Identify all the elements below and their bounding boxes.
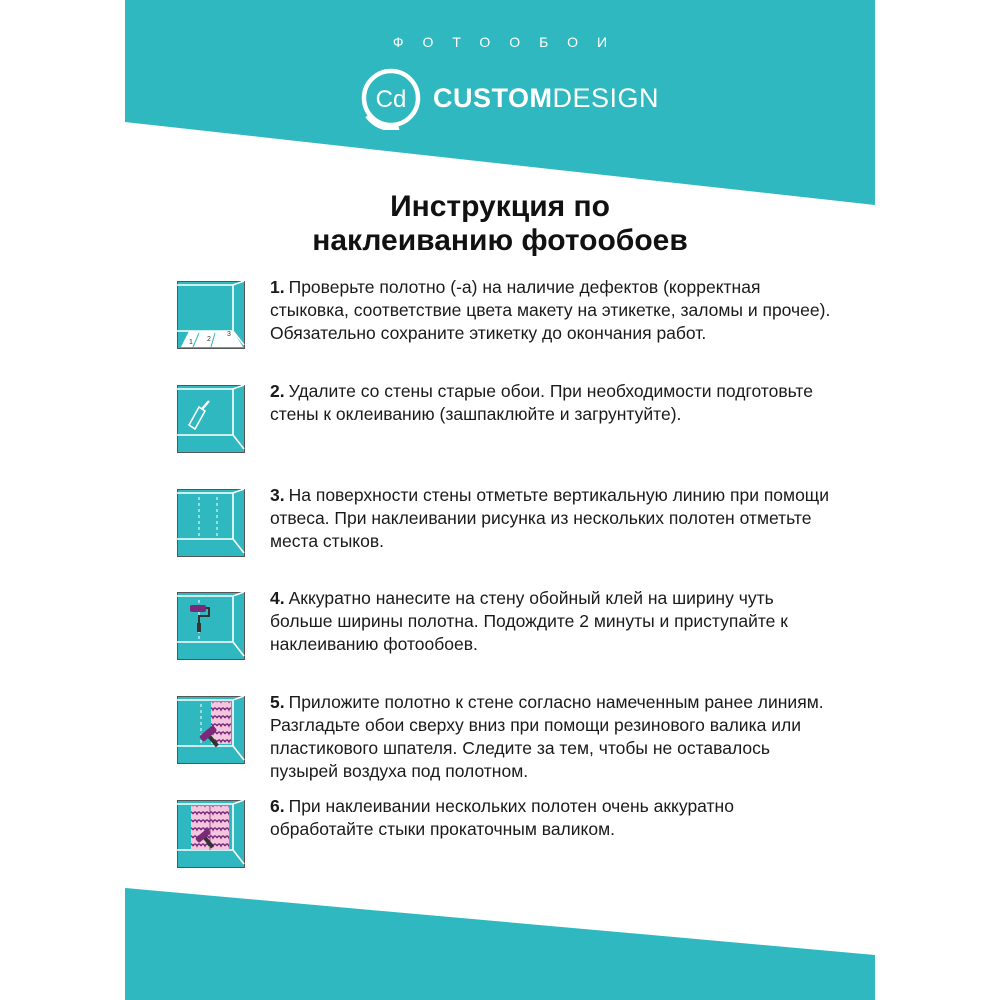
step-6-text [270, 795, 840, 841]
step-3-text [270, 484, 840, 553]
step-2-number: 2. [270, 381, 285, 401]
header [125, 0, 875, 130]
step-4-number: 4. [270, 588, 285, 608]
brand-word-custom: CUSTOM [433, 82, 553, 113]
strip-number-2: 2 [207, 336, 211, 343]
room-numbered-strips-icon [177, 281, 245, 349]
step-3-body: На поверхности стены отметьте вертикальную линию при помощи отвеса. При наклеивании рисунка из нескольких полотен отметьте места стыков. [270, 485, 829, 551]
step-4-body: Аккуратно нанесите на стену обойный клей на ширину чуть больше ширины полотна. Подождите 2 минуты и приступайте к наклеиванию фотообоев. [270, 588, 788, 654]
brand-wordmark [433, 83, 659, 114]
room-seam-roller-icon [177, 800, 245, 868]
step-5-text [270, 691, 840, 783]
step-1-body: Проверьте полотно (-а) на наличие дефектов (корректная стыковка, соответствие цвета макету на этикетке, заломы и прочее). Обязательно сохраните этикетку до окончания работ. [270, 277, 831, 343]
cd-logo-icon [359, 66, 423, 130]
logo-badge-text: Cd [375, 86, 407, 113]
step-5-body: Приложите полотно к стене согласно намеченным ранее линиям. Разгладьте обои сверху вниз при помощи резинового валика или пластикового шпателя. Следите за тем, чтобы не оставалось пузырей воздуха под полотном. [270, 692, 824, 781]
strip-number-1: 1 [189, 339, 193, 346]
instruction-sheet [125, 0, 875, 1000]
room-plumb-lines-icon [177, 489, 245, 557]
room-scraper-icon [177, 385, 245, 453]
page-title [125, 190, 875, 258]
step-3-number: 3. [270, 485, 285, 505]
step-2-body: Удалите со стены старые обои. При необходимости подготовьте стены к оклеиванию (зашпаклюйте и загрунтуйте). [270, 381, 813, 424]
room-wallpaper-roller-icon [177, 696, 245, 764]
step-6-body: При наклеивании нескольких полотен очень аккуратно обработайте стыки прокаточным валиком. [270, 796, 734, 839]
step-2-text [270, 380, 840, 426]
brand-word-design: DESIGN [552, 82, 660, 113]
title-line-2: наклеиванию фотообоев [312, 224, 688, 257]
brand-logo [359, 66, 659, 130]
room-paint-roller-icon [177, 592, 245, 660]
header-kicker: ФОТООБОИ [392, 34, 627, 50]
step-4-text [270, 587, 840, 656]
strip-number-3: 3 [227, 331, 231, 338]
title-line-1: Инструкция по [390, 190, 610, 223]
step-1-number: 1. [270, 277, 285, 297]
bottom-band [125, 888, 875, 1000]
step-6-number: 6. [270, 796, 285, 816]
step-5-number: 5. [270, 692, 285, 712]
step-1-text [270, 276, 840, 345]
